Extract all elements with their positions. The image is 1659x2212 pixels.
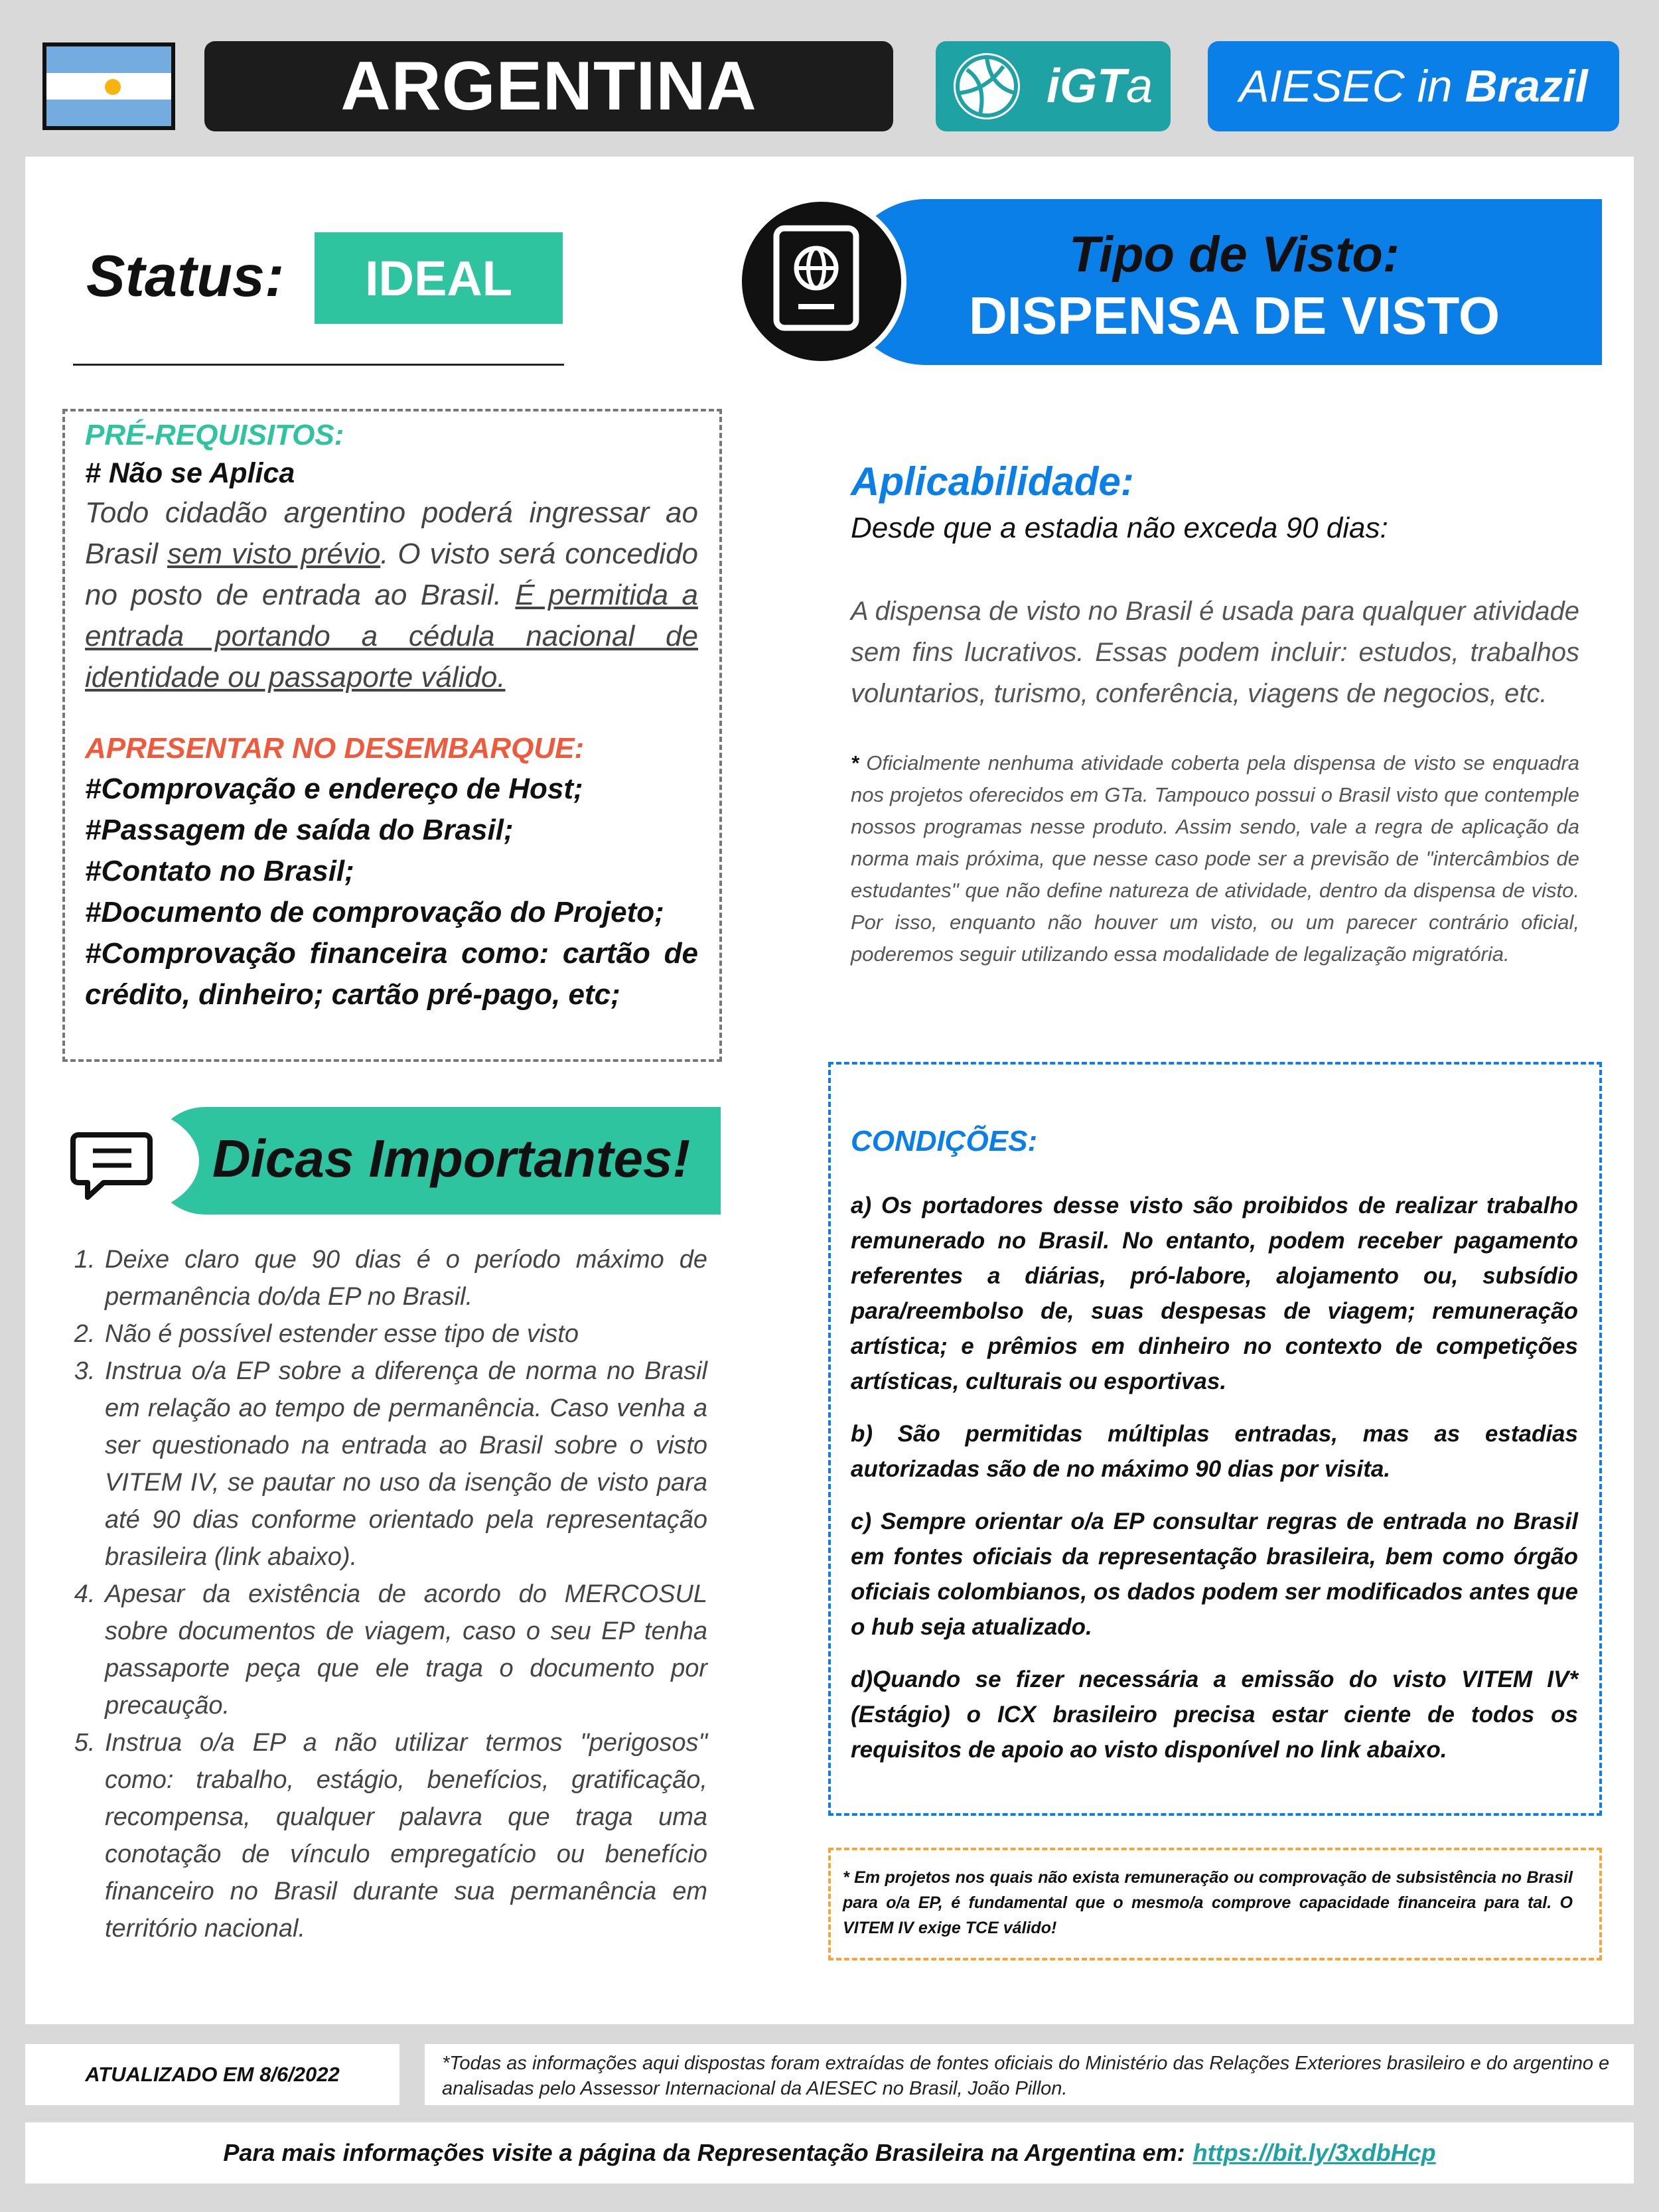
applicability-subheading: Desde que a estadia não exceda 90 dias:: [851, 512, 1388, 544]
aiesec-prefix: AIESEC in: [1239, 61, 1465, 111]
applicability-note: [851, 747, 1579, 970]
conditions-list: [851, 1188, 1578, 1767]
chat-icon: [69, 1122, 155, 1211]
conditions-content: [851, 1122, 1578, 1785]
tips-list: [73, 1241, 707, 1947]
arrival-item: #Documento de comprovação do Projeto;: [85, 896, 664, 928]
aiesec-country: Brazil: [1465, 61, 1588, 111]
igta-suffix: a: [1125, 60, 1153, 113]
more-info-bar: [25, 2122, 1634, 2183]
note-text: Oficialmente nenhuma atividade coberta pela dispensa de visto se enquadra nos projetos oferecidos em GTa. Tampouco possui o Brasil visto que contemple nossos programas nesse produto. Assim sendo, vale a regra de aplicação da norma mais próxima, que nesse caso pode ser a previsão de "intercâmbios de estudantes" que não define natureza de atividade, dentro da dispensa de visto. Por isso, enquanto não houver um visto, ou um parecer contrário oficial, poderemos seguir utilizando essa modalidade de legalização migratória.: [851, 751, 1579, 966]
tip-item: 3. Instrua o/a EP sobre a diferença de norma no Brasil em relação ao tempo de permanência. Caso venha a ser questionado na entrada ao Brasil sobre o visto VITEM IV, se pautar no uso da isenção de visto para até 90 dias conforme orientado pela representação brasileira (link abaixo).: [102, 1353, 707, 1576]
conditions-heading: CONDIÇÕES:: [851, 1125, 1038, 1157]
footnote-text: * Em projetos nos quais não exista remuneração ou comprovação de subsistência no Brasil para o/a EP, é fundamental que o mesmo/a comprove capacidade financeira para tal. O VITEM IV exige TCE válido!: [843, 1868, 1573, 1937]
applicability-section: [851, 455, 1579, 970]
igta-logo: [936, 41, 1171, 131]
updated-date: ATUALIZADO EM 8/6/2022: [25, 2044, 399, 2105]
applicability-heading: Aplicabilidade:: [851, 459, 1134, 504]
arrival-heading: APRESENTAR NO DESEMBARQUE:: [85, 732, 585, 765]
no-visa-phrase: sem visto prévio: [167, 538, 381, 570]
arrival-list: [85, 769, 698, 1015]
igta-brand: iGT: [1046, 60, 1126, 113]
condition-item: a) Os portadores desse visto são proibidos de realizar trabalho remunerado no Brasil. No entanto, podem receber pagamento referentes a diárias, pró-labore, alojamento ou, subsídio para/reembolso de, suas despesas de viagem; remuneração artística; e prêmios em dinheiro no contexto de competições artísticas, culturais ou esportivas.: [851, 1193, 1578, 1394]
visa-type-value: DISPENSA DE VISTO: [968, 286, 1500, 345]
aiesec-badge: [1208, 41, 1619, 131]
country-title: ARGENTINA: [204, 41, 893, 131]
tip-item: 1. Deixe claro que 90 dias é o período máximo de permanência do/da EP no Brasil.: [102, 1241, 707, 1315]
argentina-flag: [42, 42, 175, 130]
tips-heading: Dicas Importantes!: [212, 1129, 691, 1188]
tip-item: 2. Não é possível estender esse tipo de visto: [102, 1315, 707, 1353]
prerequisites-text-start: Todo cidadão argentino poderá ingressar ao Brasil: [85, 496, 698, 570]
condition-item: d)Quando se fizer necessária a emissão do visto VITEM IV* (Estágio) o ICX brasileiro precisa estar ciente de todos os requisitos de apoio ao visto disponível no link abaixo.: [851, 1666, 1578, 1763]
status-badge: IDEAL: [315, 232, 563, 324]
arrival-item: #Comprovação financeira como: cartão de crédito, dinheiro; cartão pré-pago, etc;: [85, 937, 698, 1011]
id-card-phrase: É permitida a entrada portando a cédula nacional de identidade ou passaporte válido.: [85, 579, 698, 694]
condition-item: b) São permitidas múltiplas entradas, mas as estadias autorizadas são de no máximo 90 dias por visita.: [851, 1421, 1578, 1482]
arrival-item: #Passagem de saída do Brasil;: [85, 814, 514, 846]
arrival-item: #Comprovação e endereço de Host;: [85, 773, 583, 805]
source-note: *Todas as informações aqui dispostas foram extraídas de fontes oficiais do Ministério das Relações Exteriores brasileiro e do argentino e analisadas pelo Assessor Internacional da AIESEC no Brasil, João Pillon.: [425, 2044, 1634, 2105]
note-star: *: [851, 751, 859, 774]
tip-item: 4. Apesar da existência de acordo do MERCOSUL sobre documentos de viagem, caso o seu EP tenha passaporte peça que ele traga o documento por precaução.: [102, 1576, 707, 1724]
passport-icon: [737, 196, 906, 366]
prerequisites-heading: PRÉ-REQUISITOS:: [85, 419, 344, 451]
divider: [73, 364, 564, 366]
arrival-item: #Contato no Brasil;: [85, 855, 354, 887]
volleyball-icon: [954, 53, 1020, 119]
more-info-link[interactable]: https://bit.ly/3xdbHcp: [1192, 2139, 1436, 2166]
prerequisites-subheading: # Não se Aplica: [85, 457, 295, 489]
visa-type-title: Tipo de Visto:: [1068, 226, 1400, 283]
condition-item: c) Sempre orientar o/a EP consultar regras de entrada no Brasil em fontes oficiais da representação brasileira, bem como órgão oficiais colombianos, os dados podem ser modificados antes que o hub seja atualizado.: [851, 1509, 1578, 1640]
tip-item: 5. Instrua o/a EP a não utilizar termos "perigosos" como: trabalho, estágio, benefícios, gratificação, recompensa, qualquer palavra que traga uma conotação de vínculo empregatício ou benefício financeiro no Brasil durante sua permanência em território nacional.: [102, 1724, 707, 1947]
prerequisites-text-middle: . O visto será concedido no posto de entrada ao Brasil.: [85, 538, 699, 611]
applicability-paragraph: A dispensa de visto no Brasil é usada para qualquer atividade sem fins lucrativos. Essas podem incluir: estudos, trabalhos voluntarios, turismo, conferência, viagens de negocios, etc.: [851, 597, 1579, 708]
more-info-text: Para mais informações visite a página da Representação Brasileira na Argentina em:: [223, 2139, 1185, 2166]
prerequisites-text: [85, 492, 698, 698]
status-label: Status:: [86, 243, 285, 309]
prerequisites-content: [85, 417, 698, 1015]
